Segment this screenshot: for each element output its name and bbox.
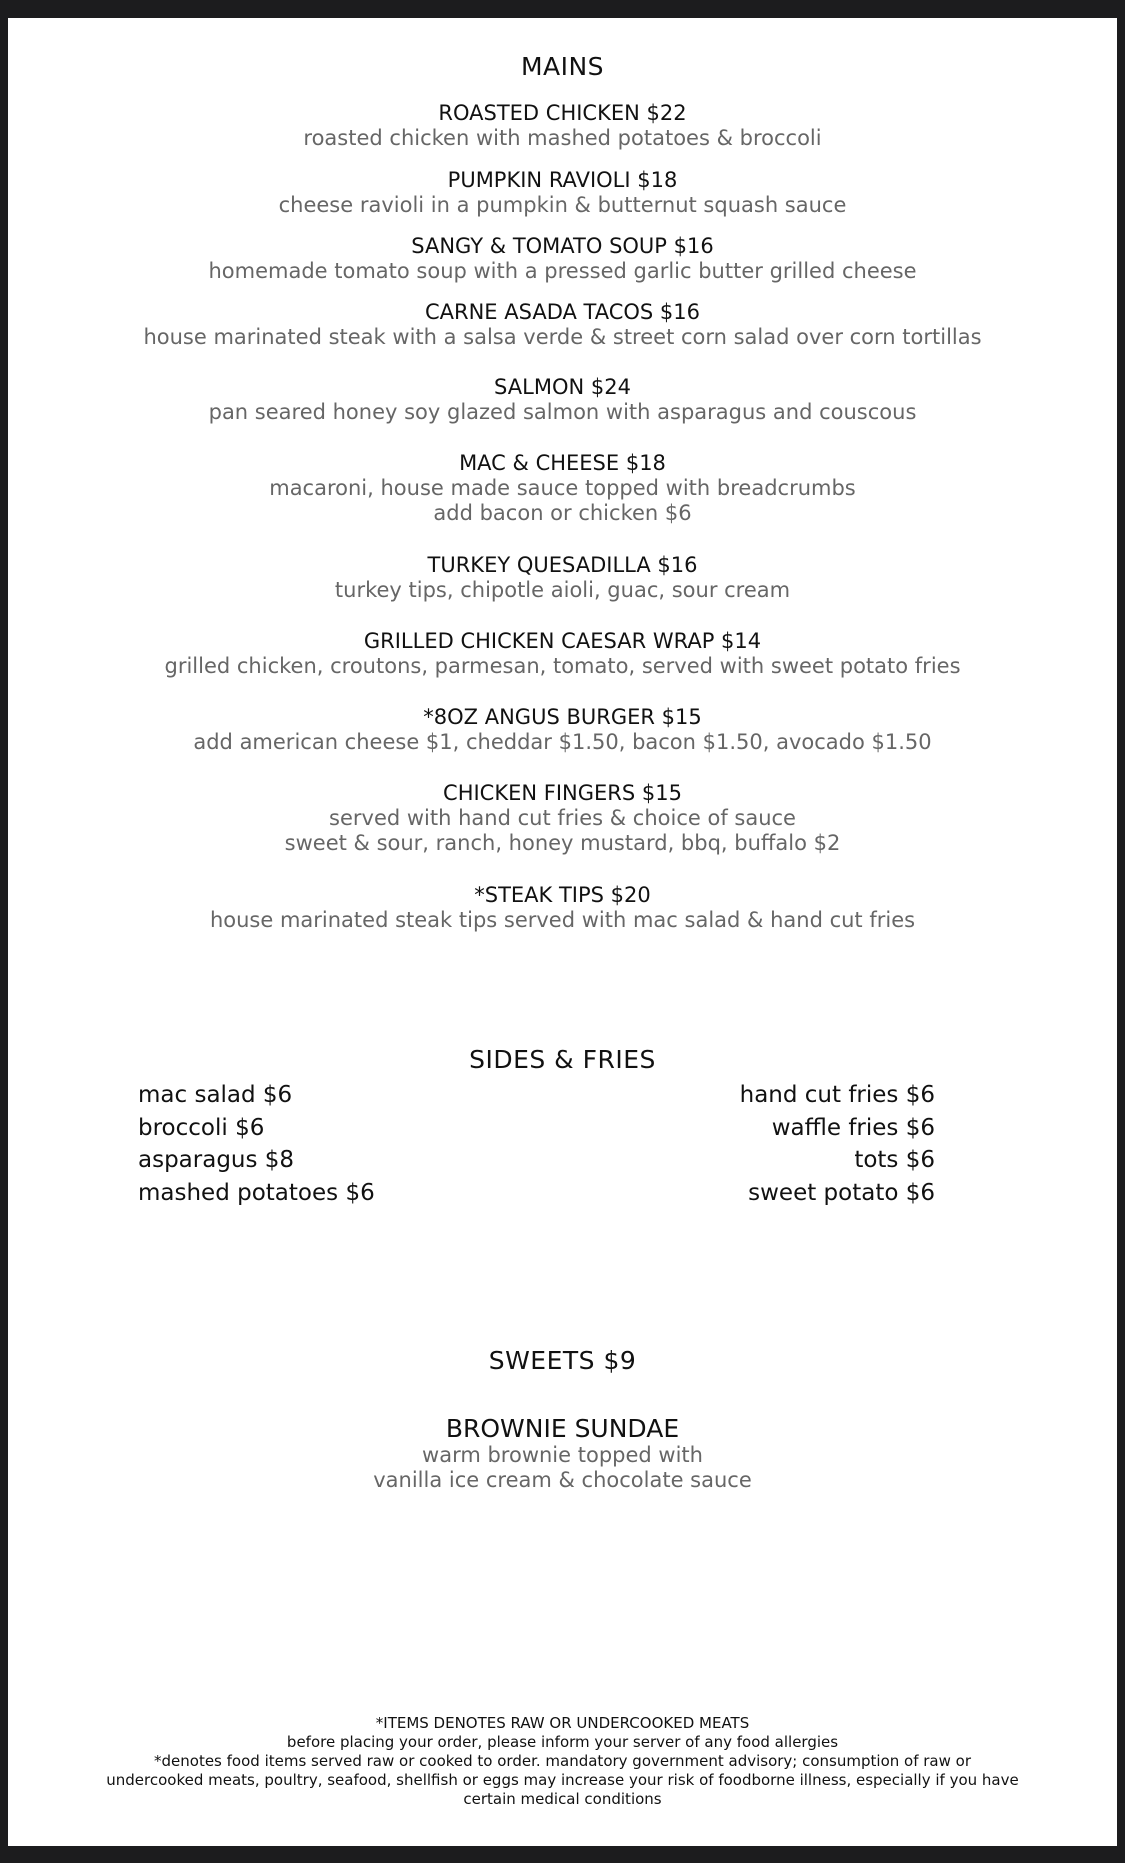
item-desc: homemade tomato soup with a pressed garlic butter grilled cheese	[208, 259, 917, 283]
menu-item-carne-asada-tacos	[8, 299, 1117, 350]
item-desc-sauces: sweet & sour, ranch, honey mustard, bbq, buffalo $2	[284, 831, 841, 855]
item-desc: macaroni, house made sauce topped with breadcrumbs	[269, 476, 856, 500]
item-desc: house marinated steak tips served with mac salad & hand cut fries	[209, 908, 916, 932]
item-name: *STEAK TIPS $20	[474, 883, 651, 907]
menu-item-pumpkin-ravioli	[8, 167, 1117, 218]
menu-item-brownie-sundae	[8, 1414, 1117, 1493]
menu-item-grilled-chicken-caesar-wrap	[8, 628, 1117, 679]
side-item: hand cut fries $6	[739, 1082, 935, 1108]
sides-title: SIDES & FRIES	[469, 1045, 656, 1074]
side-item: asparagus $8	[138, 1147, 295, 1173]
item-desc: turkey tips, chipotle aioli, guac, sour cream	[334, 578, 791, 602]
item-name: ROASTED CHICKEN $22	[438, 101, 687, 125]
menu-item-sangy-tomato-soup	[8, 233, 1117, 284]
item-desc: warm brownie topped with	[422, 1443, 703, 1467]
item-name: CHICKEN FINGERS $15	[443, 781, 682, 805]
menu-item-chicken-fingers	[8, 780, 1117, 856]
item-name: CARNE ASADA TACOS $16	[424, 300, 701, 324]
side-item: waffle fries $6	[771, 1114, 935, 1141]
item-desc: vanilla ice cream & chocolate sauce	[373, 1468, 752, 1492]
side-item: tots $6	[854, 1147, 935, 1173]
side-item: mashed potatoes $6	[138, 1179, 375, 1206]
menu-item-roasted-chicken	[8, 100, 1117, 151]
item-desc: grilled chicken, croutons, parmesan, tomato, served with sweet potato fries	[164, 654, 961, 678]
item-name: TURKEY QUESADILLA $16	[427, 553, 698, 577]
footer-line: *ITEMS DENOTES RAW OR UNDERCOOKED MEATS	[375, 1714, 750, 1732]
menu-item-salmon	[8, 374, 1117, 425]
item-name: GRILLED CHICKEN CAESAR WRAP $14	[363, 629, 762, 653]
item-name: MAC & CHEESE $18	[459, 451, 666, 475]
item-name: PUMPKIN RAVIOLI $18	[447, 168, 678, 192]
side-item: broccoli $6	[138, 1114, 265, 1141]
footer-line: before placing your order, please inform your server of any food allergies	[286, 1733, 839, 1751]
side-item: mac salad $6	[138, 1082, 293, 1108]
item-desc: add american cheese $1, cheddar $1.50, bacon $1.50, avocado $1.50	[193, 730, 932, 754]
item-name: SALMON $24	[494, 375, 631, 399]
sides-left-column	[138, 1079, 375, 1209]
menu-item-mac-cheese	[8, 450, 1117, 526]
side-item: sweet potato $6	[748, 1179, 935, 1206]
allergy-advisory-footer	[8, 1714, 1117, 1809]
item-desc-addon: add bacon or chicken $6	[433, 501, 692, 525]
item-desc: cheese ravioli in a pumpkin & butternut squash sauce	[278, 193, 847, 217]
item-desc: house marinated steak with a salsa verde & street corn salad over corn tortillas	[143, 325, 982, 349]
sweets-title: SWEETS $9	[488, 1346, 637, 1375]
item-desc: served with hand cut fries & choice of sauce	[329, 806, 796, 830]
item-desc: roasted chicken with mashed potatoes & broccoli	[303, 126, 822, 150]
menu-page	[8, 18, 1117, 1846]
footer-line: undercooked meats, poultry, seafood, shellfish or eggs may increase your risk of foodborne illness, especially if you have	[106, 1771, 1019, 1789]
menu-item-turkey-quesadilla	[8, 552, 1117, 603]
item-desc: pan seared honey soy glazed salmon with asparagus and couscous	[208, 400, 917, 424]
menu-item-angus-burger	[8, 704, 1117, 755]
footer-line: certain medical conditions	[463, 1790, 662, 1808]
menu-item-steak-tips	[8, 882, 1117, 933]
footer-line: *denotes food items served raw or cooked to order. mandatory government advisory; consumption of raw or	[154, 1752, 971, 1770]
item-name: SANGY & TOMATO SOUP $16	[411, 234, 714, 258]
item-name: *8OZ ANGUS BURGER $15	[423, 705, 702, 729]
sides-right-column	[740, 1079, 935, 1209]
item-name: BROWNIE SUNDAE	[445, 1414, 680, 1443]
mains-title: MAINS	[520, 52, 605, 81]
